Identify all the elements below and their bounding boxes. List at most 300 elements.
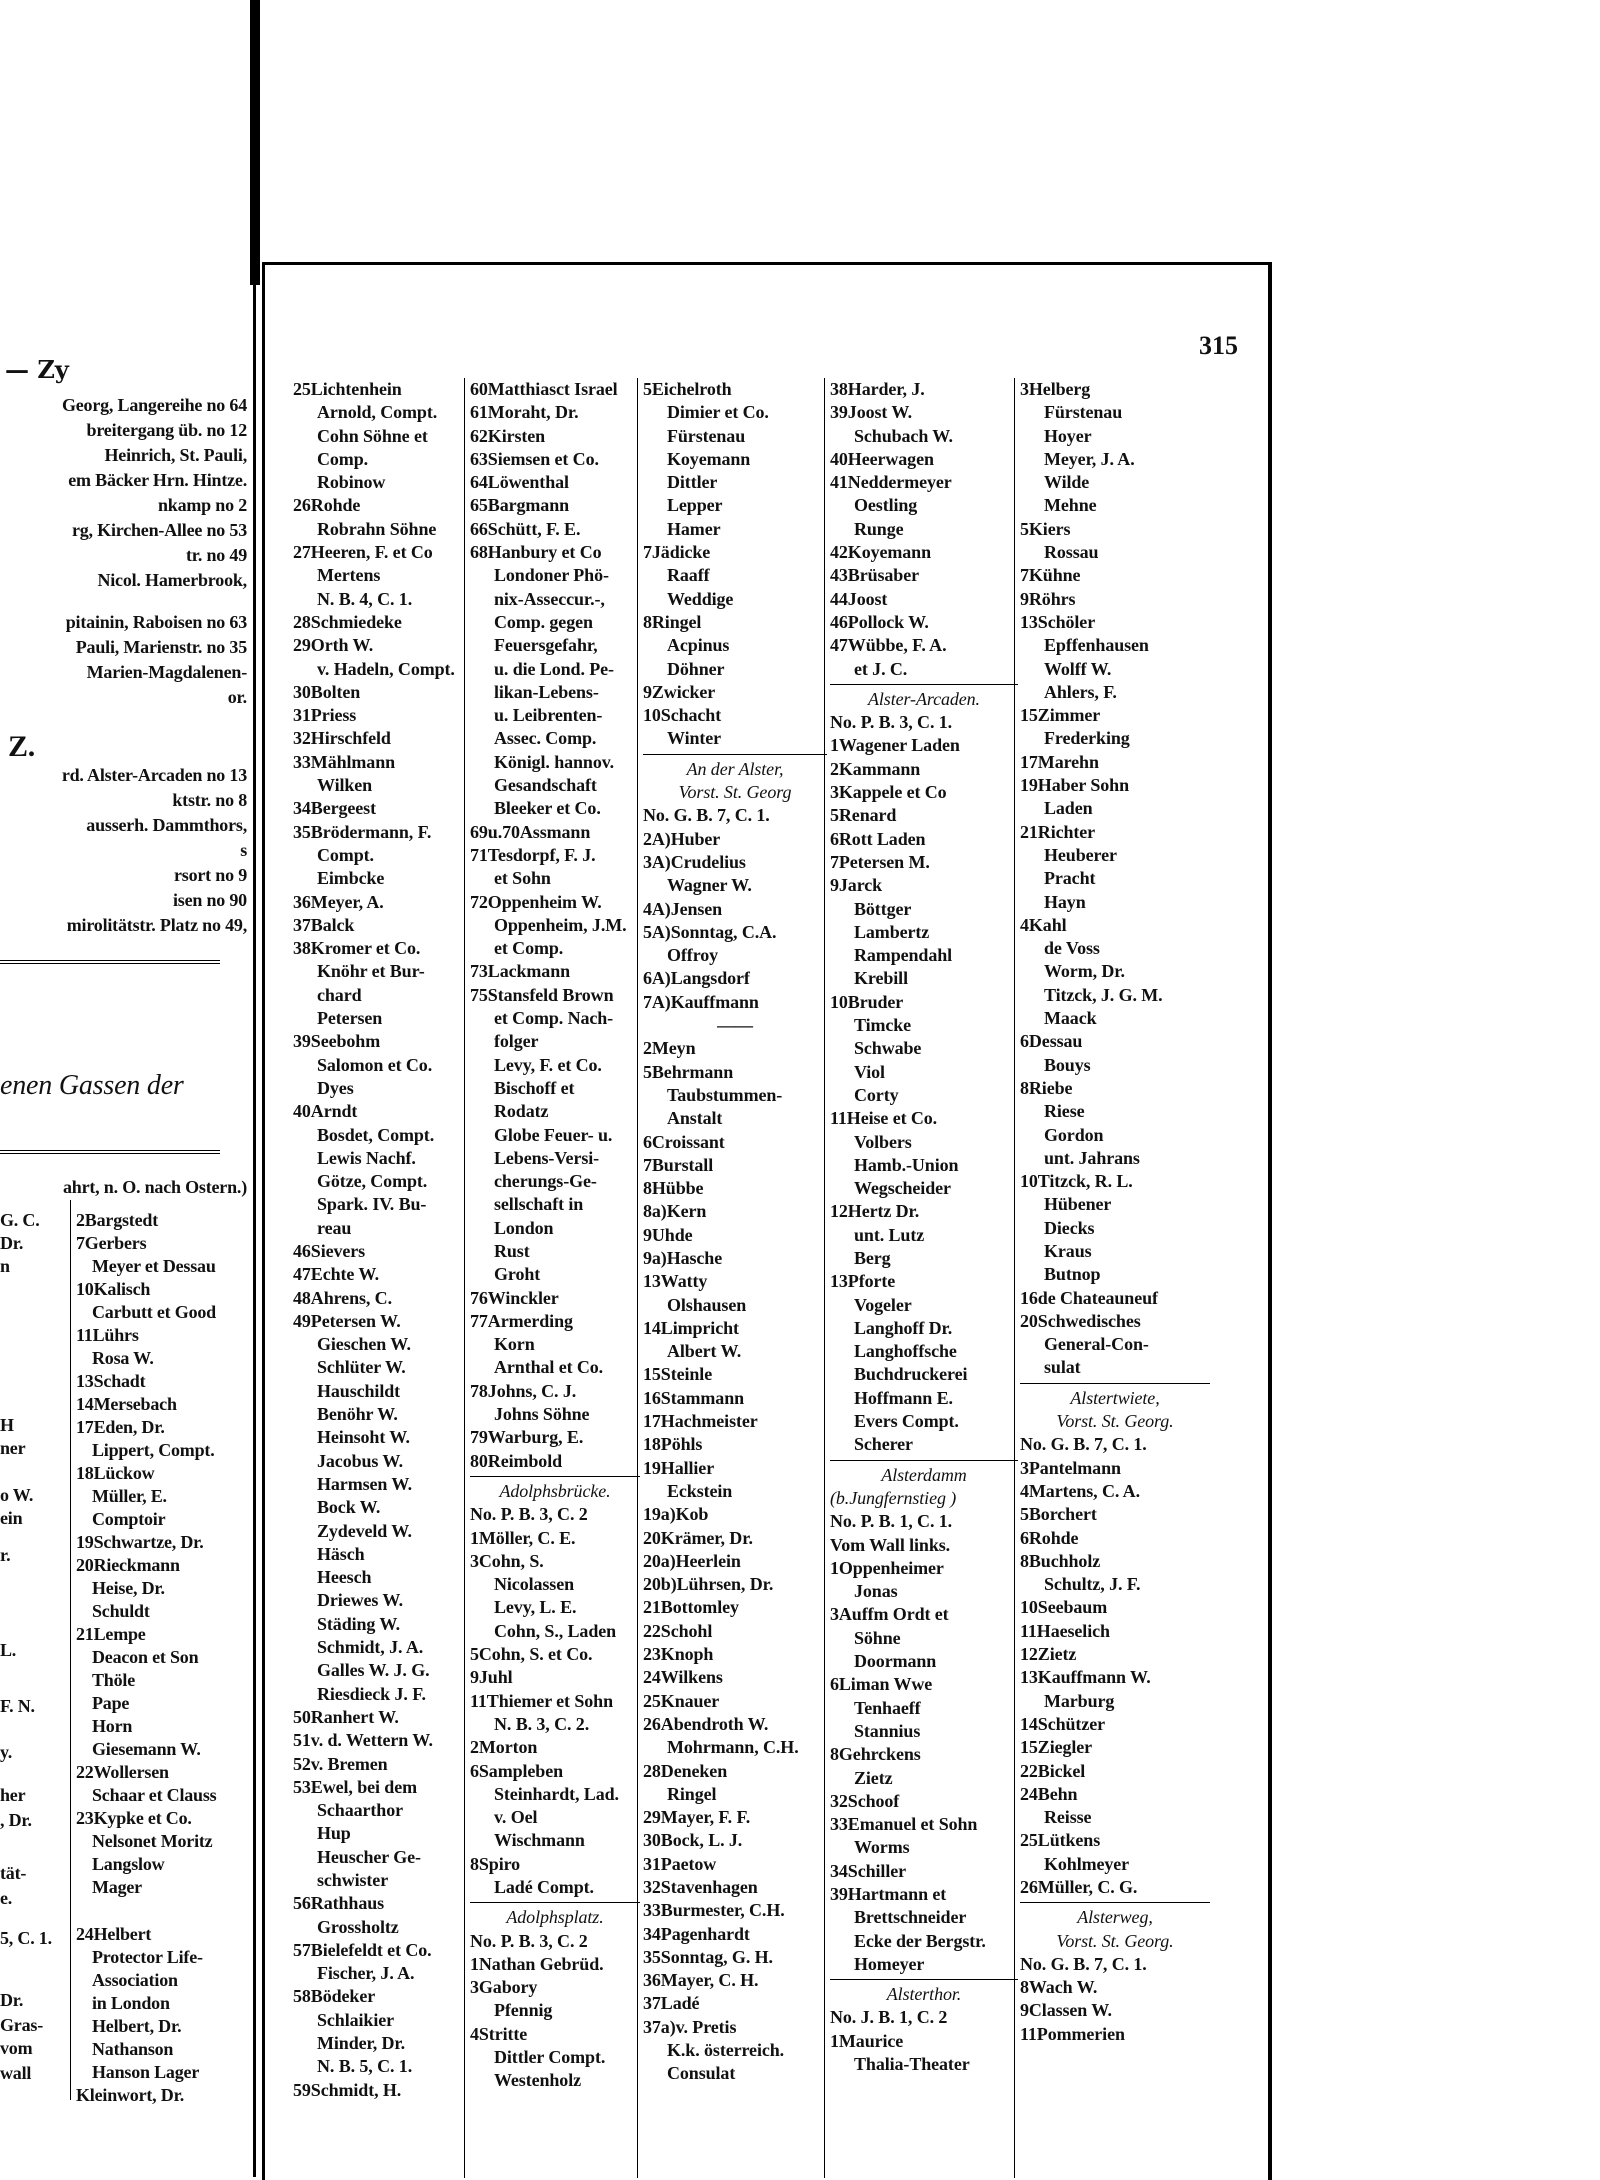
street-heading: Adolphsbrücke. bbox=[499, 1480, 611, 1501]
directory-entry: Mehne bbox=[1044, 495, 1097, 516]
left-page-line: mirolitätstr. Platz no 49, bbox=[66, 915, 247, 935]
directory-entry: 2Morton bbox=[470, 1737, 538, 1758]
directory-entry: 60Matthiasct Israel bbox=[470, 379, 618, 399]
directory-entry: 9Zwicker bbox=[643, 681, 716, 702]
directory-entry: Wegscheider bbox=[854, 1178, 951, 1199]
directory-entry: 37Balck bbox=[293, 914, 355, 935]
left-page-line: em Bäcker Hrn. Hintze. bbox=[68, 470, 247, 490]
right-page bbox=[262, 262, 1272, 2180]
directory-entry: No. G. B. 7, C. 1. bbox=[643, 805, 770, 826]
directory-entry: 30Bock, L. J. bbox=[643, 1830, 743, 1851]
directory-entry: Minder, Dr. bbox=[317, 2033, 406, 2054]
column-separator bbox=[824, 378, 825, 2178]
directory-entry: Rust bbox=[494, 1240, 530, 1261]
directory-entry: Häsch bbox=[317, 1543, 365, 1564]
directory-entry: Jacobus W. bbox=[317, 1450, 404, 1471]
directory-entry: 17Eden, Dr. bbox=[76, 1417, 165, 1437]
directory-entry: 28Schmiedeke bbox=[293, 611, 402, 632]
directory-entry: Heise, Dr. bbox=[92, 1578, 165, 1598]
directory-entry: Vom Wall links. bbox=[830, 1534, 951, 1555]
scan-gutter-shadow bbox=[250, 0, 260, 285]
directory-entry: Bleeker et Co. bbox=[494, 798, 601, 819]
section-rule bbox=[643, 754, 827, 755]
directory-entry: 68Hanbury et Co bbox=[470, 542, 602, 563]
directory-entry: Schubach W. bbox=[854, 425, 953, 446]
street-heading: Adolphsplatz. bbox=[506, 1907, 604, 1928]
left-page-line: ner bbox=[0, 1438, 26, 1458]
left-page-line: breitergang üb. no 12 bbox=[86, 420, 247, 440]
directory-entry: Buchdruckerei bbox=[854, 1364, 968, 1385]
directory-entry: Mertens bbox=[317, 565, 381, 586]
left-page-line: rg, Kirchen-Allee no 53 bbox=[71, 520, 247, 540]
directory-entry: 8a)Kern bbox=[643, 1201, 707, 1222]
directory-entry: 80Reimbold bbox=[470, 1450, 563, 1471]
directory-entry: v. Oel bbox=[494, 1807, 538, 1828]
directory-entry: Corty bbox=[854, 1084, 899, 1105]
left-page-line: tät- bbox=[0, 1863, 27, 1883]
directory-entry: Ladé Compt. bbox=[494, 1877, 594, 1897]
directory-entry: Bouys bbox=[1044, 1054, 1091, 1075]
directory-entry: 50Ranhert W. bbox=[293, 1706, 399, 1727]
directory-entry: 38Harder, J. bbox=[830, 379, 925, 399]
directory-entry: Nicolassen bbox=[494, 1574, 575, 1595]
street-heading: (b.Jungfernstieg ) bbox=[830, 1487, 957, 1508]
directory-entry: 16de Chateauneuf bbox=[1020, 1287, 1158, 1308]
directory-entry: Rampendahl bbox=[854, 945, 953, 966]
directory-entry: 24Helbert bbox=[76, 1924, 152, 1944]
directory-entry: Hoffmann E. bbox=[854, 1387, 953, 1408]
directory-entry: 33Mählmann bbox=[293, 751, 396, 772]
directory-entry: 40Arndt bbox=[293, 1101, 358, 1122]
left-page-line: rsort no 9 bbox=[174, 865, 247, 885]
directory-entry: 37Ladé bbox=[643, 1993, 700, 2014]
directory-entry: 63Siemsen et Co. bbox=[470, 448, 599, 469]
directory-entry: 39Hartmann et bbox=[830, 1884, 947, 1904]
directory-entry: Schmidt, J. A. bbox=[317, 1637, 424, 1658]
directory-entry: de Voss bbox=[1044, 938, 1100, 959]
directory-entry: 10Schacht bbox=[643, 705, 722, 726]
directory-entry: Comp. gegen bbox=[494, 611, 593, 632]
directory-entry: Carbutt et Good bbox=[92, 1302, 216, 1322]
directory-entry: Thalia-Theater bbox=[854, 2054, 970, 2075]
left-page-line: F. N. bbox=[0, 1696, 35, 1716]
left-page-line: o W. bbox=[0, 1485, 34, 1505]
directory-entry: 5Renard bbox=[830, 805, 897, 826]
directory-entry: Maack bbox=[1044, 1008, 1097, 1029]
directory-entry: 32Stavenhagen bbox=[643, 1877, 758, 1897]
directory-column-3 bbox=[643, 378, 827, 2178]
directory-entry: Krebill bbox=[854, 968, 908, 989]
left-page-line: Z. bbox=[8, 730, 36, 763]
directory-entry: Arnold, Compt. bbox=[317, 402, 438, 423]
column-separator bbox=[637, 378, 638, 2178]
directory-entry: 15Ziegler bbox=[1020, 1737, 1093, 1758]
directory-entry: 59Schmidt, H. bbox=[293, 2079, 402, 2100]
directory-entry: 29Mayer, F. F. bbox=[643, 1807, 751, 1828]
directory-entry: Albert W. bbox=[667, 1341, 742, 1362]
directory-entry: Koyemann bbox=[667, 448, 751, 469]
directory-entry: Schaarthor bbox=[317, 1800, 403, 1821]
directory-entry: Schlaikier bbox=[317, 2009, 395, 2030]
directory-entry: 52v. Bremen bbox=[293, 1753, 388, 1774]
street-heading: Alstertwiete, bbox=[1070, 1387, 1160, 1408]
directory-entry: 10Titzck, R. L. bbox=[1020, 1171, 1133, 1192]
directory-entry: N. B. 3, C. 2. bbox=[494, 1713, 590, 1734]
directory-entry: 8Ringel bbox=[643, 611, 702, 632]
directory-entry: Worm, Dr. bbox=[1044, 961, 1125, 982]
directory-entry: Schaar et Clauss bbox=[92, 1785, 217, 1805]
directory-entry: Deacon et Son bbox=[92, 1647, 199, 1667]
directory-entry: Hayn bbox=[1044, 891, 1086, 912]
directory-entry: 53Ewel, bei dem bbox=[293, 1776, 417, 1797]
directory-entry: 56Rathhaus bbox=[293, 1893, 385, 1914]
directory-entry: Doormann bbox=[854, 1651, 937, 1672]
directory-entry: 6Croissant bbox=[643, 1131, 725, 1152]
directory-entry: 13Schadt bbox=[76, 1371, 146, 1391]
directory-entry: 33Burmester, C.H. bbox=[643, 1900, 785, 1921]
directory-entry: Jonas bbox=[854, 1581, 898, 1602]
directory-entry: Fürstenau bbox=[667, 425, 746, 446]
directory-entry: Feuersgefahr, bbox=[494, 635, 598, 656]
directory-entry: Titzck, J. G. M. bbox=[1044, 984, 1163, 1005]
directory-entry: 20Krämer, Dr. bbox=[643, 1527, 753, 1548]
directory-entry: Homeyer bbox=[854, 1953, 925, 1974]
directory-entry: Hup bbox=[317, 1823, 351, 1844]
directory-entry: 25Lütkens bbox=[1020, 1830, 1101, 1851]
directory-entry: Rossau bbox=[1044, 542, 1099, 563]
directory-entry: 1Möller, C. E. bbox=[470, 1527, 576, 1548]
directory-entry: Giesemann W. bbox=[92, 1739, 201, 1759]
left-page-line: L. bbox=[0, 1640, 17, 1660]
directory-entry: nix-Asseccur.-, bbox=[494, 588, 605, 609]
directory-entry: 21Richter bbox=[1020, 821, 1096, 842]
directory-entry: u. die Lond. Pe- bbox=[494, 658, 614, 679]
directory-entry: Gieschen W. bbox=[317, 1334, 411, 1355]
directory-entry: 37a)v. Pretis bbox=[643, 2016, 737, 2037]
directory-entry: 25Lichtenhein bbox=[293, 379, 402, 399]
directory-entry: 30Bolten bbox=[293, 681, 361, 702]
directory-entry: 48Ahrens, C. bbox=[293, 1287, 392, 1308]
left-page-line: e. bbox=[0, 1888, 13, 1908]
directory-entry: 46Pollock W. bbox=[830, 611, 929, 632]
directory-entry: Diecks bbox=[1044, 1217, 1095, 1238]
directory-entry: Berg bbox=[854, 1247, 891, 1268]
directory-entry: Winter bbox=[667, 728, 722, 749]
directory-entry: London bbox=[494, 1217, 554, 1238]
directory-entry: K.k. österreich. bbox=[667, 2040, 785, 2061]
directory-entry: 5Cohn, S. et Co. bbox=[470, 1644, 593, 1665]
directory-entry: Steinhardt, Lad. bbox=[494, 1783, 619, 1804]
directory-entry: Horn bbox=[92, 1716, 133, 1736]
directory-entry: 18Pöhls bbox=[643, 1434, 703, 1455]
directory-entry: 2Meyn bbox=[643, 1038, 696, 1059]
directory-entry: 42Koyemann bbox=[830, 542, 932, 563]
directory-entry: No. G. B. 7, C. 1. bbox=[1020, 1434, 1147, 1455]
directory-entry: 77Armerding bbox=[470, 1310, 573, 1331]
directory-entry: Westenholz bbox=[494, 2070, 581, 2091]
left-page-header: — Zy bbox=[5, 355, 69, 384]
directory-entry: 38Kromer et Co. bbox=[293, 938, 421, 959]
directory-entry: 7Jädicke bbox=[643, 542, 711, 563]
directory-entry: 32Hirschfeld bbox=[293, 728, 391, 749]
directory-entry: 22Wollersen bbox=[76, 1762, 169, 1782]
left-page-line: Nicol. Hamerbrook, bbox=[97, 570, 247, 590]
directory-entry: 15Steinle bbox=[643, 1364, 713, 1385]
directory-entry: 6Dessau bbox=[1020, 1031, 1083, 1052]
directory-entry: Reisse bbox=[1044, 1807, 1092, 1828]
directory-entry: 62Kirsten bbox=[470, 425, 546, 446]
directory-entry: 8Buchholz bbox=[1020, 1550, 1101, 1571]
directory-entry: Ringel bbox=[667, 1783, 717, 1804]
directory-column-1 bbox=[293, 378, 465, 2178]
directory-entry: schwister bbox=[317, 1870, 389, 1890]
directory-entry: Frederking bbox=[1044, 728, 1130, 749]
directory-entry: Eckstein bbox=[667, 1480, 733, 1501]
directory-entry: Hübener bbox=[1044, 1194, 1112, 1215]
directory-entry: Assec. Comp. bbox=[494, 728, 597, 749]
directory-entry: Robinow bbox=[317, 472, 386, 493]
directory-entry: No. J. B. 1, C. 2 bbox=[830, 2007, 948, 2028]
directory-entry: Spark. IV. Bu- bbox=[317, 1194, 427, 1215]
directory-entry: No. P. B. 3, C. 1. bbox=[830, 712, 953, 733]
directory-entry: 17Marehn bbox=[1020, 751, 1099, 772]
directory-entry: Heesch bbox=[317, 1567, 372, 1588]
directory-entry: Langhoff Dr. bbox=[854, 1317, 953, 1338]
directory-entry: 24Wilkens bbox=[643, 1667, 723, 1688]
directory-entry: 51v. d. Wettern W. bbox=[293, 1730, 433, 1751]
directory-entry: Compt. bbox=[317, 844, 374, 865]
directory-entry: 8Hübbe bbox=[643, 1178, 704, 1199]
directory-entry: 14Mersebach bbox=[76, 1394, 177, 1414]
directory-entry: Götze, Compt. bbox=[317, 1171, 428, 1192]
directory-entry: 5Behrmann bbox=[643, 1061, 734, 1082]
street-heading: Alster-Arcaden. bbox=[868, 688, 980, 709]
directory-entry: Helbert, Dr. bbox=[92, 2016, 182, 2036]
directory-entry: 35Sonntag, G. H. bbox=[643, 1946, 773, 1967]
directory-entry: 29Orth W. bbox=[293, 635, 374, 656]
directory-entry: Lebens-Versi- bbox=[494, 1147, 600, 1168]
directory-entry: Laden bbox=[1044, 798, 1093, 819]
directory-entry: 7A)Kauffmann bbox=[643, 991, 759, 1012]
directory-entry: Hanson Lager bbox=[92, 2062, 200, 2082]
directory-entry: likan-Lebens- bbox=[494, 681, 599, 702]
directory-entry: 9Uhde bbox=[643, 1224, 693, 1245]
directory-entry: Fürstenau bbox=[1044, 402, 1123, 423]
directory-entry: 3Pantelmann bbox=[1020, 1457, 1121, 1478]
directory-entry: Langslow bbox=[92, 1854, 165, 1874]
directory-entry: Königl. hannov. bbox=[494, 751, 615, 772]
directory-entry: 21Bottomley bbox=[643, 1597, 739, 1618]
directory-entry: Fischer, J. A. bbox=[317, 1963, 415, 1984]
directory-entry: Zietz bbox=[854, 1767, 893, 1788]
directory-entry: 43Brüsaber bbox=[830, 565, 920, 586]
section-rule bbox=[0, 1150, 220, 1154]
directory-entry: chard bbox=[317, 984, 362, 1005]
directory-entry: Vogeler bbox=[854, 1294, 912, 1315]
directory-entry: N. B. 4, C. 1. bbox=[317, 588, 413, 609]
directory-entry: 20Rieckmann bbox=[76, 1555, 180, 1575]
directory-entry: 20a)Heerlein bbox=[643, 1550, 741, 1571]
directory-entry: 71Tesdorpf, F. J. bbox=[470, 844, 596, 865]
left-page-line: n bbox=[0, 1256, 10, 1276]
street-heading: An der Alster, bbox=[686, 758, 784, 779]
directory-entry: Groht bbox=[494, 1264, 541, 1285]
directory-entry: Protector Life- bbox=[92, 1947, 203, 1967]
directory-entry: 44Joost bbox=[830, 588, 888, 609]
directory-entry: 11Pommerien bbox=[1020, 2023, 1125, 2044]
directory-entry: 13Kauffmann W. bbox=[1020, 1667, 1151, 1688]
left-page-line: rd. Alster-Arcaden no 13 bbox=[61, 765, 247, 785]
directory-entry: Cohn Söhne et bbox=[317, 425, 428, 446]
directory-entry: Wilken bbox=[317, 775, 373, 796]
left-page-line: Gras- bbox=[0, 2015, 43, 2035]
directory-entry: 20b)Lührsen, Dr. bbox=[643, 1574, 774, 1595]
directory-entry: 1Wagener Laden bbox=[830, 735, 960, 756]
directory-entry: Wagner W. bbox=[667, 875, 752, 896]
directory-entry: Ecke der Bergstr. bbox=[854, 1930, 986, 1951]
street-heading: Vorst. St. Georg. bbox=[1056, 1411, 1174, 1432]
directory-entry: 11Lührs bbox=[76, 1325, 139, 1345]
directory-entry: Mohrmann, C.H. bbox=[667, 1737, 799, 1758]
directory-entry: Nelsonet Moritz bbox=[92, 1831, 213, 1851]
directory-entry: 16Stammann bbox=[643, 1387, 745, 1408]
directory-entry: Evers Compt. bbox=[854, 1411, 959, 1432]
directory-entry: et Comp. bbox=[494, 938, 564, 959]
directory-entry: 10Bruder bbox=[830, 991, 904, 1012]
directory-entry: Dittler Compt. bbox=[494, 2047, 606, 2068]
directory-entry: 8Riebe bbox=[1020, 1077, 1073, 1098]
directory-entry: cherungs-Ge- bbox=[494, 1171, 597, 1192]
directory-entry: Butnop bbox=[1044, 1264, 1101, 1285]
directory-entry: 79Warburg, E. bbox=[470, 1427, 584, 1448]
directory-entry: 3A)Crudelius bbox=[643, 851, 746, 872]
directory-entry: 7Kühne bbox=[1020, 565, 1081, 586]
directory-entry: 9a)Hasche bbox=[643, 1247, 723, 1268]
directory-entry: Döhner bbox=[667, 658, 725, 679]
directory-entry: sulat bbox=[1044, 1357, 1081, 1378]
directory-entry: 2Kammann bbox=[830, 758, 921, 779]
directory-entry: 28Deneken bbox=[643, 1760, 728, 1781]
directory-entry: Anstalt bbox=[667, 1108, 723, 1129]
directory-entry: Johns Söhne bbox=[494, 1404, 590, 1425]
directory-entry: 3Cohn, S. bbox=[470, 1550, 544, 1571]
directory-entry: 1Maurice bbox=[830, 2030, 904, 2051]
directory-entry: 12Zietz bbox=[1020, 1644, 1077, 1665]
street-heading: Alsterweg, bbox=[1077, 1907, 1153, 1928]
street-heading: Vorst. St. Georg bbox=[678, 782, 792, 803]
directory-entry: Weddige bbox=[667, 588, 734, 609]
left-page-line: Marien-Magdalenen- bbox=[86, 662, 247, 682]
directory-entry: 11Heise et Co. bbox=[830, 1108, 938, 1129]
directory-entry: 32Schoof bbox=[830, 1790, 900, 1811]
directory-entry: 2Bargstedt bbox=[76, 1210, 158, 1230]
directory-entry: Offroy bbox=[667, 945, 719, 966]
directory-entry: 9Röhrs bbox=[1020, 588, 1076, 609]
directory-entry: 4Stritte bbox=[470, 2023, 528, 2044]
section-rule bbox=[830, 684, 1018, 685]
directory-entry: Oestling bbox=[854, 495, 918, 516]
left-page-fragment bbox=[0, 285, 256, 2177]
directory-entry: 2A)Huber bbox=[643, 828, 721, 849]
left-page-line: ein bbox=[0, 1508, 23, 1528]
left-page-line: ahrt, n. O. nach Ostern.) bbox=[62, 1177, 247, 1197]
directory-entry: No. P. B. 1, C. 1. bbox=[830, 1511, 953, 1532]
directory-entry: 46Sievers bbox=[293, 1240, 366, 1261]
directory-entry: N. B. 5, C. 1. bbox=[317, 2056, 413, 2077]
page-number: 315 bbox=[1199, 331, 1238, 360]
left-page-line: nkamp no 2 bbox=[157, 495, 247, 515]
directory-entry: 11Haeselich bbox=[1020, 1620, 1110, 1641]
left-page-line: G. C. bbox=[0, 1210, 40, 1230]
left-page-line: or. bbox=[227, 687, 247, 707]
directory-entry: 3Kappele et Co bbox=[830, 782, 947, 803]
left-page-line: her bbox=[0, 1785, 26, 1805]
left-page-line: isen no 90 bbox=[172, 890, 247, 910]
directory-entry: reau bbox=[317, 1217, 352, 1238]
directory-entry: 19Haber Sohn bbox=[1020, 775, 1129, 796]
directory-entry: 14Limpricht bbox=[643, 1317, 739, 1338]
directory-entry: Böttger bbox=[854, 898, 912, 919]
directory-entry: 6Liman Wwe bbox=[830, 1674, 933, 1695]
directory-entry: 41Neddermeyer bbox=[830, 472, 952, 493]
directory-entry: Thöle bbox=[92, 1670, 136, 1690]
directory-entry: Eimbcke bbox=[317, 868, 385, 889]
left-page-line: Dr. bbox=[0, 1233, 24, 1253]
directory-entry: No. P. B. 3, C. 2 bbox=[470, 1504, 588, 1525]
directory-entry: Cohn, S., Laden bbox=[494, 1620, 617, 1641]
directory-entry: Gesandschaft bbox=[494, 775, 597, 796]
directory-entry: in London bbox=[92, 1993, 170, 2013]
directory-entry: 31Priess bbox=[293, 705, 357, 726]
directory-entry: Zydeveld W. bbox=[317, 1520, 412, 1541]
directory-entry: 1Oppenheimer bbox=[830, 1557, 944, 1578]
directory-entry: Heinsoht W. bbox=[317, 1427, 410, 1448]
directory-entry: Lewis Nachf. bbox=[317, 1147, 416, 1168]
directory-entry: 19Schwartze, Dr. bbox=[76, 1532, 204, 1552]
directory-entry: 1Nathan Gebrüd. bbox=[470, 1953, 604, 1974]
section-rule bbox=[1020, 1902, 1210, 1903]
directory-entry: Taubstummen- bbox=[667, 1084, 783, 1105]
directory-entry: 66Schütt, F. E. bbox=[470, 518, 581, 539]
directory-entry: Globe Feuer- u. bbox=[494, 1124, 613, 1145]
directory-entry: 7Burstall bbox=[643, 1154, 714, 1175]
directory-entry: Olshausen bbox=[667, 1294, 747, 1315]
directory-entry: et J. C. bbox=[854, 658, 908, 679]
directory-entry: Korn bbox=[494, 1334, 535, 1355]
directory-entry: Bock W. bbox=[317, 1497, 381, 1518]
directory-entry: 22Bickel bbox=[1020, 1760, 1086, 1781]
directory-entry: unt. Jahrans bbox=[1044, 1147, 1140, 1168]
directory-entry: 25Knauer bbox=[643, 1690, 720, 1711]
directory-entry: Meyer, J. A. bbox=[1044, 448, 1135, 469]
directory-entry: Lambertz bbox=[854, 921, 930, 942]
directory-entry: 47Echte W. bbox=[293, 1264, 380, 1285]
directory-entry: Lepper bbox=[667, 495, 723, 516]
column-separator bbox=[464, 378, 465, 2178]
directory-entry: Kleinwort, Dr. bbox=[76, 2085, 185, 2105]
street-heading: Vorst. St. Georg. bbox=[1056, 1930, 1174, 1951]
directory-entry: Consulat bbox=[667, 2063, 736, 2084]
directory-entry: 7Petersen M. bbox=[830, 851, 930, 872]
directory-entry: 12Hertz Dr. bbox=[830, 1201, 920, 1222]
directory-entry: 13Schöler bbox=[1020, 611, 1096, 632]
directory-entry: 4Kahl bbox=[1020, 914, 1067, 935]
directory-entry: Meyer et Dessau bbox=[92, 1256, 216, 1276]
directory-entry: 6Rohde bbox=[1020, 1527, 1079, 1548]
left-page-line: s bbox=[240, 840, 247, 860]
directory-entry: Langhoffsche bbox=[854, 1341, 957, 1362]
directory-entry: Pfennig bbox=[494, 2000, 553, 2021]
